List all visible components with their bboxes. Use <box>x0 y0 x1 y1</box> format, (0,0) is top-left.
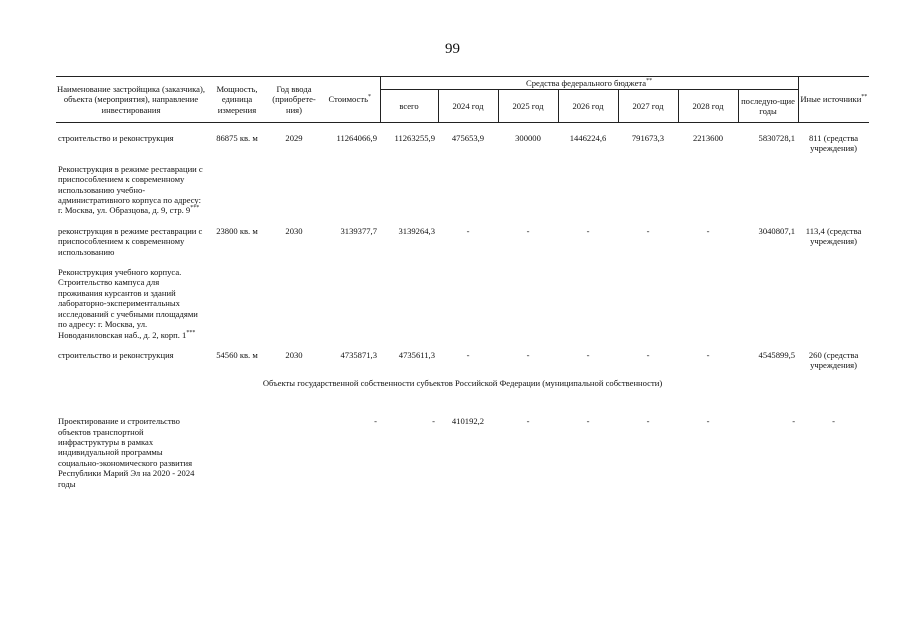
row-name-text: Реконструкция учебного корпуса. Строительство кампуса для проживания курсантов и зданий лабораторно-экспериментальных исследований с учебными площадями по адресу: г. Москва, ул. Новоданиловская наб., д. 2, корп. 1 <box>58 267 198 340</box>
row-name-text: строительство и реконструкция <box>58 133 174 143</box>
cell-y2024: - <box>466 349 470 360</box>
cell-other: 811 (средства учреждения) <box>809 133 859 154</box>
cell-other <box>798 154 869 216</box>
table-body <box>56 123 869 489</box>
row-name <box>56 123 206 154</box>
row-name <box>56 216 206 257</box>
cell-other: - <box>832 416 835 427</box>
cell-cost <box>320 154 380 216</box>
cell-y2025: 300000 <box>515 133 541 143</box>
page-number: 99 <box>445 41 460 57</box>
row-name <box>56 340 206 371</box>
cell-capacity: 86875 кв. м <box>216 133 258 143</box>
cell-later <box>738 257 798 340</box>
cell-total: - <box>432 416 435 427</box>
header-cost <box>320 77 380 123</box>
cell-y2026: 1446224,6 <box>569 133 607 143</box>
cell-y2026 <box>558 154 618 216</box>
cell-total: 4735611,3 <box>398 349 435 360</box>
cell-y2028 <box>678 257 738 340</box>
cell-y2026: - <box>586 416 590 427</box>
investment-table <box>56 76 869 489</box>
header-other-note: ** <box>861 94 868 101</box>
cell-capacity: 54560 кв. м <box>216 349 258 360</box>
row-name-text: строительство и реконструкция <box>58 349 174 360</box>
header-year: Год ввода (приобрете-ния) <box>268 77 320 123</box>
cell-year: 2030 <box>285 225 303 236</box>
cell-cost <box>320 257 380 340</box>
header-later: последую-щие годы <box>738 90 798 123</box>
cell-y2025 <box>498 257 558 340</box>
cell-capacity: 23800 кв. м <box>216 225 258 236</box>
cell-y2027 <box>618 154 678 216</box>
cell-later: 3040807,1 <box>758 225 796 236</box>
header-federal-budget-note: ** <box>646 77 653 84</box>
cell-year: 2030 <box>285 349 303 360</box>
header-total: всего <box>380 90 438 123</box>
cell-other: 113,4 (средства учреждения) <box>805 225 862 247</box>
cell-y2026 <box>558 257 618 340</box>
header-name: Наименование застройщика (заказчика), объекта (мероприятия), направление инвестирования <box>56 77 206 123</box>
cell-y2024 <box>438 257 498 340</box>
cell-y2025: - <box>526 349 530 360</box>
row-name-text: Проектирование и строительство объектов транспортной инфраструктуры в рамках индивидуальной программы социально-экономического развития Республики Марий Эл на 2020 - 2024 годы <box>58 416 195 489</box>
cell-cost: - <box>374 416 377 427</box>
header-y2027: 2027 год <box>618 90 678 123</box>
cell-capacity <box>206 257 268 340</box>
cell-y2024: 475653,9 <box>451 133 485 143</box>
header-y2028: 2028 год <box>678 90 738 123</box>
row-name-text: реконструкция в режиме реставрации с приспособлением к современному использованию <box>58 225 203 257</box>
cell-y2024: - <box>466 225 470 236</box>
table-row <box>56 154 869 216</box>
header-y2026: 2026 год <box>558 90 618 123</box>
cell-year <box>268 392 320 489</box>
cell-year <box>268 154 320 216</box>
cell-y2025 <box>498 154 558 216</box>
table-row <box>56 392 869 489</box>
cell-y2027 <box>618 257 678 340</box>
row-name <box>56 392 206 489</box>
cell-cost: 11264066,9 <box>336 133 377 143</box>
cell-later: - <box>792 416 796 427</box>
header-federal-budget-label: Средства федерального бюджета <box>525 77 647 88</box>
cell-y2024: 410192,2 <box>451 416 485 427</box>
cell-y2027: - <box>646 349 650 360</box>
cell-y2026: - <box>586 225 590 236</box>
cell-cost: 3139377,7 <box>340 225 377 236</box>
table-row <box>56 340 869 371</box>
cell-cost: 4735871,3 <box>340 349 377 360</box>
cell-y2028: - <box>706 416 710 427</box>
cell-total: 11263255,9 <box>394 133 435 143</box>
cell-y2026: - <box>586 349 590 360</box>
row-name <box>56 257 206 340</box>
header-other-label: Иные источники <box>800 94 862 105</box>
cell-y2024 <box>438 154 498 216</box>
header-y2024: 2024 год <box>438 90 498 123</box>
row-name <box>56 154 206 216</box>
row-name-note: *** <box>190 205 200 212</box>
section-row <box>56 371 869 392</box>
cell-y2027: - <box>646 416 650 427</box>
table-row <box>56 123 869 154</box>
cell-y2028: - <box>706 225 710 236</box>
cell-capacity <box>206 154 268 216</box>
section-title: Объекты государственной собственности субъектов Российской Федерации (муниципальной собственности) <box>262 377 663 388</box>
header-other <box>798 77 869 123</box>
cell-y2025: - <box>526 416 530 427</box>
header-y2025: 2025 год <box>498 90 558 123</box>
cell-y2025: - <box>526 225 530 236</box>
cell-y2028 <box>678 154 738 216</box>
table-row <box>56 257 869 340</box>
header-cost-label: Стоимость <box>328 94 369 105</box>
cell-y2028: - <box>706 349 710 360</box>
cell-year <box>268 257 320 340</box>
row-name-note: *** <box>186 329 196 336</box>
cell-year: 2029 <box>285 133 303 143</box>
cell-total: 3139264,3 <box>398 225 435 236</box>
cell-y2028: 2213600 <box>692 133 724 143</box>
cell-total <box>380 257 438 340</box>
cell-y2027: 791673,3 <box>631 133 665 143</box>
table-row <box>56 216 869 257</box>
row-name-text: Реконструкция в режиме реставрации с приспособлением к современному использованию учебно-административного корпуса по адресу: г. Москва, ул. Образцова, д. 9, стр. 9 <box>58 163 203 216</box>
header-cost-note: * <box>368 94 372 101</box>
cell-capacity <box>206 392 268 489</box>
cell-other: 260 (средства учреждения) <box>808 349 859 371</box>
cell-other <box>798 257 869 340</box>
cell-y2027: - <box>646 225 650 236</box>
header-capacity: Мощность, единица измерения <box>206 77 268 123</box>
cell-later: 4545899,5 <box>758 349 796 360</box>
cell-later: 5830728,1 <box>758 133 796 143</box>
cell-total <box>380 154 438 216</box>
cell-later <box>738 154 798 216</box>
header-federal-budget <box>380 77 798 90</box>
